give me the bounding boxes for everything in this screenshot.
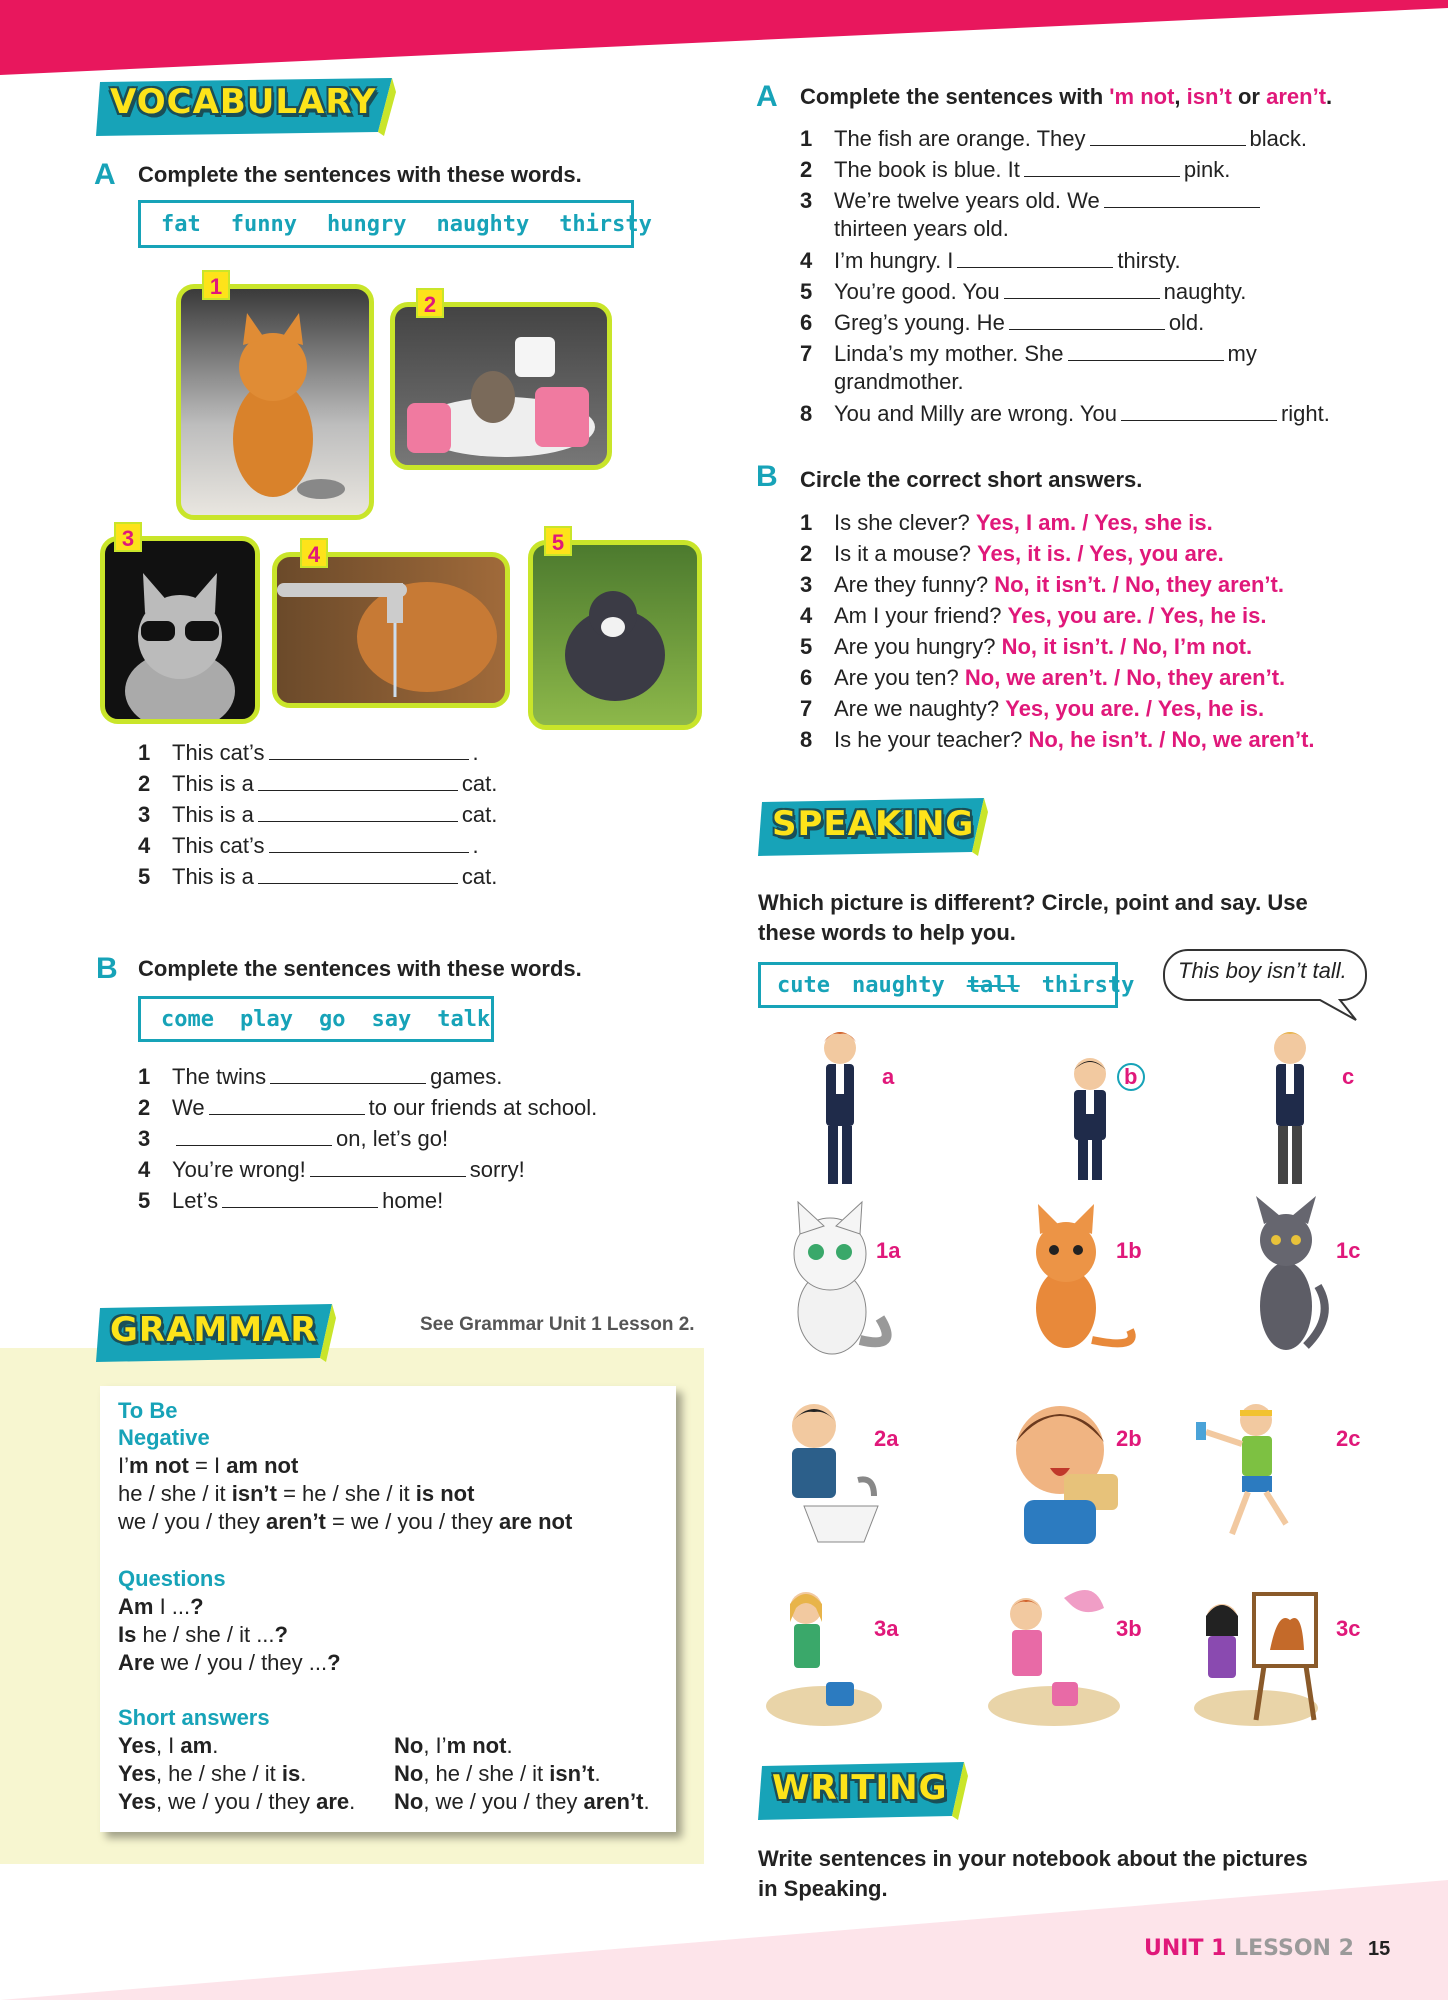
right-a-item: 4 I’m hungry. I thirsty.: [800, 248, 1181, 273]
photo-funny-cat: [100, 536, 260, 724]
speaking-instruction-cont: these words to help you.: [758, 920, 1016, 945]
answer-blank[interactable]: [258, 772, 458, 791]
picture-label: a: [882, 1064, 895, 1089]
word: talk: [437, 1006, 491, 1032]
section-letter-a: A: [94, 158, 116, 191]
grey-cat-illustration: [1236, 1196, 1346, 1366]
answer-options[interactable]: No, he isn’t. / No, we aren’t.: [1028, 727, 1315, 752]
photo-number: 2: [416, 288, 444, 318]
answer-options[interactable]: No, it isn’t. / No, I’m not.: [1001, 634, 1253, 659]
right-a-item-continuation: thirteen years old.: [834, 216, 1009, 241]
vocab-a-instruction: Complete the sentences with these words.: [138, 162, 582, 187]
grammar-title: To Be: [118, 1398, 178, 1423]
picture-label: c: [1342, 1064, 1355, 1089]
right-b-item: 7 Are we naughty? Yes, you are. / Yes, he is.: [800, 696, 1265, 721]
right-b-item: 5 Are you hungry? No, it isn’t. / No, I’m not.: [800, 634, 1253, 659]
answer-options[interactable]: No, we aren’t. / No, they aren’t.: [964, 665, 1286, 690]
writing-instruction: Write sentences in your notebook about the pictures: [758, 1846, 1308, 1871]
word: thirsty: [1041, 972, 1135, 998]
cute-white-cat-illustration: [770, 1200, 900, 1360]
right-a-item: 1 The fish are orange. They black.: [800, 126, 1308, 151]
vocab-b-item: 4 You’re wrong! sorry!: [138, 1157, 525, 1182]
answer-blank[interactable]: [176, 1127, 332, 1146]
page-number: 15: [1368, 1938, 1391, 1960]
answer-blank[interactable]: [270, 1065, 426, 1084]
vocab-b-item: 5 Let’s home!: [138, 1188, 444, 1213]
answer-blank[interactable]: [310, 1158, 466, 1177]
photo-naughty-kitten: [390, 302, 612, 470]
picture-label: 2c: [1336, 1426, 1361, 1451]
picture-label: 2a: [874, 1426, 899, 1451]
grammar-neg-line: I’m not = I am not: [118, 1453, 299, 1478]
orange-cat-illustration: [1010, 1200, 1140, 1360]
grammar-short-yes: Yes, we / you / they are.: [118, 1789, 356, 1814]
right-b-item: 2 Is it a mouse? Yes, it is. / Yes, you are.: [800, 541, 1224, 566]
answer-blank[interactable]: [1009, 311, 1165, 330]
right-a-item: 3 We’re twelve years old. We: [800, 188, 1264, 214]
photo-fat-cat: [528, 540, 702, 730]
grammar-short-yes: Yes, he / she / it is.: [118, 1761, 307, 1786]
grammar-banner: GRAMMAR: [96, 1304, 336, 1362]
right-b-item: 3 Are they funny? No, it isn’t. / No, they aren’t.: [800, 572, 1284, 597]
answer-options[interactable]: Yes, it is. / Yes, you are.: [977, 541, 1224, 566]
answer-blank[interactable]: [1068, 342, 1224, 361]
footer-lesson: LESSON 2: [1234, 1936, 1354, 1961]
grammar-question-line: Am I ...?: [118, 1594, 204, 1619]
girl-painting-easel-illustration: [1186, 1570, 1326, 1730]
boy-washing-hands-illustration: [774, 1396, 884, 1546]
picture-label: 1c: [1336, 1238, 1361, 1263]
grammar-neg-line: he / she / it isn’t = he / she / it is not: [118, 1481, 475, 1506]
word: naughty: [436, 211, 530, 237]
grammar-negative-heading: Negative: [118, 1425, 210, 1450]
boy-eating-sandwich-illustration: [1004, 1394, 1124, 1544]
boy-running-illustration: [1186, 1394, 1326, 1544]
picture-label: 1a: [876, 1238, 901, 1263]
vocab-b-instruction: Complete the sentences with these words.: [138, 956, 582, 981]
vocab-a-item: 5 This is a cat.: [138, 864, 498, 889]
answer-blank[interactable]: [269, 741, 469, 760]
answer-options[interactable]: Yes, you are. / Yes, he is.: [1007, 603, 1267, 628]
photo-number: 4: [300, 538, 328, 568]
word: say: [371, 1006, 412, 1032]
right-b-item: 4 Am I your friend? Yes, you are. / Yes, he is.: [800, 603, 1267, 628]
vocabulary-banner: VOCABULARY: [96, 78, 396, 136]
right-a-item-continuation: grandmother.: [834, 369, 964, 394]
grammar-short-heading: Short answers: [118, 1705, 270, 1730]
footer-unit-lesson: [1144, 1936, 1354, 1961]
answer-blank[interactable]: [1104, 189, 1260, 208]
word: thirsty: [559, 211, 652, 237]
grammar-question-line: Is he / she / it ...?: [118, 1622, 288, 1647]
grammar-short-no: No, we / you / they aren’t.: [394, 1789, 650, 1814]
vocab-b-item: 2 We to our friends at school.: [138, 1095, 598, 1120]
tall-boy-illustration: [800, 1022, 880, 1192]
word: tall: [966, 972, 1020, 998]
answer-blank[interactable]: [269, 834, 469, 853]
answer-options[interactable]: No, it isn’t. / No, they aren’t.: [994, 572, 1284, 597]
right-a-instruction: Complete the sentences with 'm not, isn’t or aren’t.: [800, 84, 1333, 109]
speaking-banner: SPEAKING: [758, 798, 988, 856]
word: fat: [161, 211, 201, 237]
tall-boy-illustration: [1250, 1022, 1330, 1192]
speaking-instruction: Which picture is different? Circle, point and say. Use: [758, 890, 1308, 915]
answer-blank[interactable]: [1121, 402, 1277, 421]
writing-instruction-cont: in Speaking.: [758, 1876, 888, 1901]
picture-label: 2b: [1116, 1426, 1142, 1451]
section-letter-b: B: [96, 952, 118, 985]
word: go: [318, 1006, 346, 1032]
right-a-item: 8 You and Milly are wrong. You right.: [800, 401, 1330, 426]
answer-blank[interactable]: [258, 865, 458, 884]
footer-unit: UNIT 1: [1144, 1936, 1227, 1961]
word: hungry: [326, 211, 407, 237]
answer-blank[interactable]: [957, 249, 1113, 268]
picture-label: 3c: [1336, 1616, 1361, 1641]
picture-label: 3a: [874, 1616, 899, 1641]
answer-options[interactable]: Yes, I am. / Yes, she is.: [975, 510, 1213, 535]
vocab-b-item: 1 The twins games.: [138, 1064, 503, 1089]
word: play: [239, 1006, 293, 1032]
right-b-instruction: Circle the correct short answers.: [800, 467, 1143, 492]
photo-thirsty-cat: [272, 552, 510, 708]
picture-label: b: [1124, 1064, 1138, 1089]
photo-hungry-cat: [176, 284, 374, 520]
vocab-a-word-box: [138, 200, 652, 248]
girl-paint-blue-illustration: [764, 1578, 884, 1728]
word: come: [161, 1006, 214, 1032]
grammar-questions-heading: Questions: [118, 1566, 226, 1591]
right-a-item: 5 You’re good. You naughty.: [800, 279, 1247, 304]
answer-blank[interactable]: [222, 1189, 378, 1208]
right-b-item: 8 Is he your teacher? No, he isn’t. / No, we aren’t.: [800, 727, 1315, 752]
right-section-letter-b: B: [756, 460, 778, 493]
grammar-short-no: No, I’m not.: [394, 1733, 513, 1758]
answer-blank[interactable]: [1090, 127, 1246, 146]
vocab-a-item: 4 This cat’s .: [138, 833, 479, 858]
word: cute: [777, 972, 830, 998]
answer-blank[interactable]: [1024, 158, 1180, 177]
photo-number: 1: [202, 270, 230, 300]
right-section-letter-a: A: [756, 80, 778, 113]
answer-blank[interactable]: [209, 1096, 365, 1115]
answer-blank[interactable]: [1004, 280, 1160, 299]
vocab-a-item: 3 This is a cat.: [138, 802, 498, 827]
right-a-item: 7 Linda’s my mother. She my: [800, 341, 1257, 366]
grammar-short-no: No, he / she / it isn’t.: [394, 1761, 601, 1786]
photo-number: 5: [544, 526, 572, 556]
speech-bubble-text: This boy isn’t tall.: [1178, 958, 1347, 983]
photo-number: 3: [114, 522, 142, 552]
word: funny: [230, 211, 297, 237]
grammar-question-line: Are we / you / they ...?: [118, 1650, 341, 1675]
right-b-item: 6 Are you ten? No, we aren’t. / No, they aren’t.: [800, 665, 1286, 690]
word: naughty: [851, 972, 945, 998]
right-a-item: 6 Greg’s young. He old.: [800, 310, 1205, 335]
right-a-item: 2 The book is blue. It pink.: [800, 157, 1231, 182]
writing-banner: WRITING: [758, 1762, 968, 1820]
girl-paint-pink-illustration: [984, 1578, 1124, 1728]
vocab-a-item: 1 This cat’s .: [138, 740, 479, 765]
answer-options[interactable]: Yes, you are. / Yes, he is.: [1005, 696, 1265, 721]
grammar-short-yes: Yes, I am.: [118, 1733, 219, 1758]
picture-label: 3b: [1116, 1616, 1142, 1641]
vocab-a-item: 2 This is a cat.: [138, 771, 498, 796]
picture-label: 1b: [1116, 1238, 1142, 1263]
grammar-see-note: See Grammar Unit 1 Lesson 2.: [420, 1314, 695, 1335]
vocab-b-item: 3 on, let’s go!: [138, 1126, 449, 1151]
right-b-item: 1 Is she clever? Yes, I am. / Yes, she is.: [800, 510, 1213, 535]
grammar-neg-line: we / you / they aren’t = we / you / they are not: [118, 1509, 573, 1534]
answer-blank[interactable]: [258, 803, 458, 822]
speaking-word-box: [758, 962, 1135, 1008]
vocab-b-word-box: [138, 996, 494, 1042]
